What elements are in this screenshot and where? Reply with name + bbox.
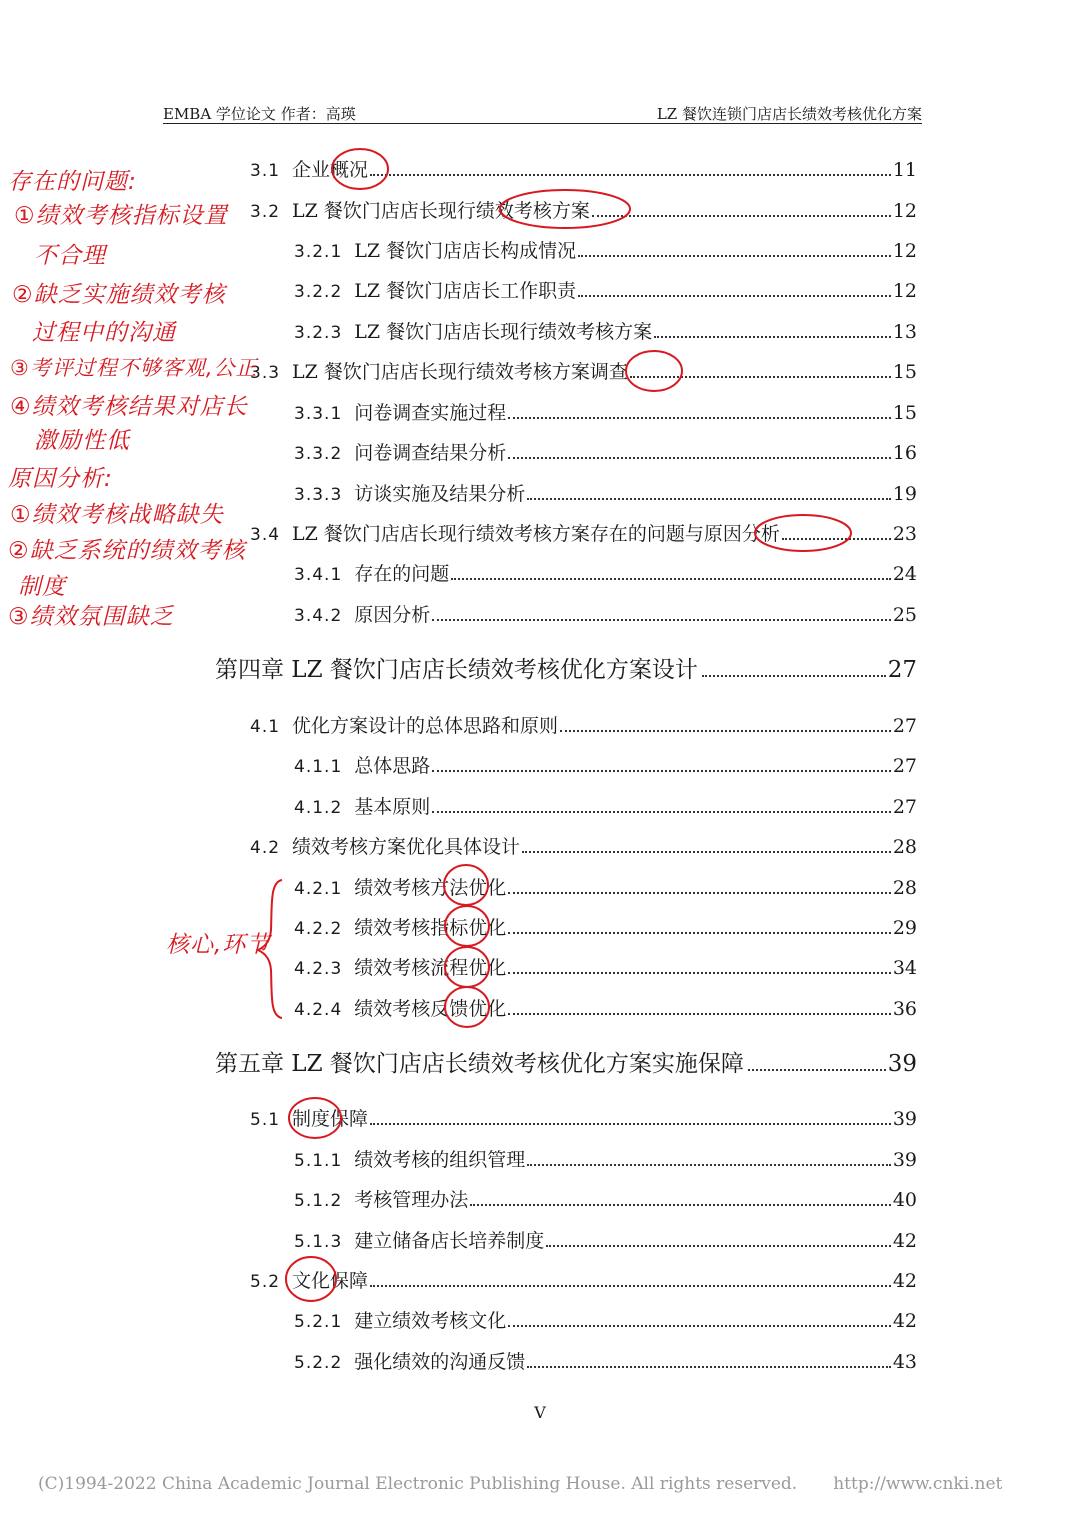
toc-title: LZ 餐饮门店店长现行绩效考核方案存在的问题与原因分析	[292, 523, 780, 545]
copyright-notice	[38, 1474, 1002, 1494]
handwritten-note: 不合理	[34, 243, 106, 269]
toc-number: 3.3	[250, 363, 281, 383]
toc-page: 39	[892, 1149, 917, 1171]
handwritten-note: 核心,环节	[166, 932, 271, 958]
handwritten-note: ④绩效考核结果对店长	[10, 394, 248, 420]
toc-title: 基本原则	[354, 796, 431, 818]
toc-page: 28	[892, 877, 917, 899]
chapter-title: 第四章 LZ 餐饮门店店长绩效考核优化方案设计	[215, 657, 698, 683]
toc-number: 4.2.4	[294, 1000, 343, 1020]
toc-page: 40	[892, 1189, 917, 1211]
toc-page: 15	[892, 361, 917, 383]
toc-page: 19	[892, 483, 917, 505]
toc-number: 5.1	[250, 1110, 281, 1130]
toc-page: 43	[892, 1351, 917, 1373]
toc-page: 29	[892, 917, 917, 939]
toc-title: 文化保障	[292, 1270, 369, 1292]
toc-title: 总体思路	[354, 755, 431, 777]
toc-number: 5.2.2	[294, 1353, 343, 1373]
circle-mark	[445, 906, 489, 946]
toc-page: 12	[892, 240, 917, 262]
toc-number: 3.3.2	[294, 444, 343, 464]
chapter-page: 39	[887, 1051, 917, 1077]
handwritten-note: ①绩效考核指标设置	[14, 203, 228, 229]
brace-mark	[258, 880, 282, 1018]
circle-mark	[445, 947, 489, 987]
toc-number: 3.1	[250, 161, 281, 181]
handwritten-note: 原因分析:	[8, 466, 113, 492]
page-number: V	[534, 1403, 546, 1422]
toc-number: 5.1.1	[294, 1151, 343, 1171]
toc-title: 绩效考核反馈优化	[354, 998, 507, 1020]
toc-page: 24	[892, 563, 917, 585]
toc-title: 建立储备店长培养制度	[354, 1230, 545, 1252]
toc-page: 16	[892, 442, 917, 464]
toc-title: 存在的问题	[354, 563, 450, 585]
handwritten-note: ③考评过程不够客观,公正	[10, 356, 258, 380]
toc-number: 3.4.1	[294, 565, 343, 585]
toc-title: LZ 餐饮门店店长现行绩效考核方案	[354, 321, 653, 343]
toc-page: 28	[892, 836, 917, 858]
toc-page: 34	[892, 957, 917, 979]
toc-title: 优化方案设计的总体思路和原则	[292, 715, 559, 737]
toc-title: 绩效考核流程优化	[354, 957, 507, 979]
handwritten-note: ②缺乏实施绩效考核	[12, 282, 226, 308]
header-right: LZ 餐饮连锁门店店长绩效考核优化方案	[656, 105, 922, 123]
toc-number: 5.1.3	[294, 1232, 343, 1252]
toc-title: LZ 餐饮门店店长现行绩效考核方案调查	[292, 361, 628, 383]
cnki-url: http://www.cnki.net	[833, 1474, 1003, 1494]
copyright-text: (C)1994-2022 China Academic Journal Electronic Publishing House. All rights reserved.	[38, 1474, 798, 1494]
toc-title: 考核管理办法	[354, 1189, 469, 1211]
toc-number: 4.2.1	[294, 879, 343, 899]
toc-page: 23	[892, 523, 917, 545]
handwritten-note: 激励性低	[34, 428, 130, 454]
circle-mark	[332, 149, 388, 189]
toc-title: 绩效考核方案优化具体设计	[292, 836, 521, 858]
toc-number: 3.4	[250, 525, 281, 545]
handwritten-note: ①绩效考核战略缺失	[10, 502, 224, 528]
circle-mark	[445, 987, 489, 1027]
toc-title: LZ 餐饮门店店长现行绩效考核方案	[292, 200, 590, 222]
handwritten-note: ②缺乏系统的绩效考核	[8, 538, 246, 564]
handwritten-note: 过程中的沟通	[32, 320, 176, 346]
toc-title: 制度保障	[292, 1108, 369, 1130]
toc-number: 5.2.1	[294, 1312, 343, 1332]
handwritten-note: 存在的问题:	[8, 169, 137, 195]
chapter-page: 27	[887, 657, 917, 683]
circle-mark	[286, 1257, 336, 1301]
header-left: EMBA 学位论文 作者：高瑛	[163, 105, 356, 123]
toc-title: 绩效考核的组织管理	[354, 1149, 526, 1171]
toc-number: 4.1.1	[294, 757, 343, 777]
toc-title: 企业概况	[292, 159, 369, 181]
toc-page: 11	[892, 159, 917, 181]
toc-title: 访谈实施及结果分析	[354, 483, 526, 505]
toc-number: 3.2	[250, 202, 281, 222]
toc-page: 39	[892, 1108, 917, 1130]
toc-title: 强化绩效的沟通反馈	[354, 1351, 526, 1373]
toc-title: 问卷调查实施过程	[354, 402, 507, 424]
toc-number: 3.2.2	[294, 282, 343, 302]
toc-number: 4.1.2	[294, 798, 343, 818]
toc-page: 42	[892, 1310, 917, 1332]
toc-page: 15	[892, 402, 917, 424]
toc-page: 27	[892, 755, 917, 777]
toc-number: 4.2.3	[294, 959, 343, 979]
toc-number: 4.2.2	[294, 919, 343, 939]
toc-number: 3.4.2	[294, 606, 343, 626]
toc-page: 42	[892, 1230, 917, 1252]
toc-number: 3.3.3	[294, 485, 343, 505]
toc-page: 36	[892, 998, 917, 1020]
circle-mark	[626, 351, 682, 391]
toc-page: 42	[892, 1270, 917, 1292]
toc-page: 27	[892, 796, 917, 818]
toc-number: 3.3.1	[294, 404, 343, 424]
toc-page: 25	[892, 604, 917, 626]
toc-page: 27	[892, 715, 917, 737]
toc-title: 原因分析	[354, 604, 431, 626]
toc-title: 绩效考核方法优化	[354, 877, 507, 899]
toc-title: LZ 餐饮门店店长构成情况	[354, 240, 577, 262]
toc-page: 13	[892, 321, 917, 343]
chapter-title: 第五章 LZ 餐饮门店店长绩效考核优化方案实施保障	[215, 1051, 744, 1077]
circle-mark	[444, 865, 488, 905]
circle-mark	[500, 190, 630, 228]
toc-title: 绩效考核指标优化	[354, 917, 507, 939]
circle-mark	[755, 515, 851, 551]
circle-mark	[289, 1098, 341, 1138]
toc-number: 3.2.1	[294, 242, 343, 262]
toc-page: 12	[892, 280, 917, 302]
toc-number: 4.2	[250, 838, 281, 858]
toc-page: 12	[892, 200, 917, 222]
toc-number: 5.1.2	[294, 1191, 343, 1211]
toc-title: 问卷调查结果分析	[354, 442, 507, 464]
toc-number: 5.2	[250, 1272, 281, 1292]
handwritten-note: 制度	[18, 574, 66, 600]
toc-title: LZ 餐饮门店店长工作职责	[354, 280, 577, 302]
handwritten-note: ③绩效氛围缺乏	[8, 604, 174, 630]
toc-number: 3.2.3	[294, 323, 343, 343]
toc-number: 4.1	[250, 717, 281, 737]
toc-title: 建立绩效考核文化	[354, 1310, 507, 1332]
